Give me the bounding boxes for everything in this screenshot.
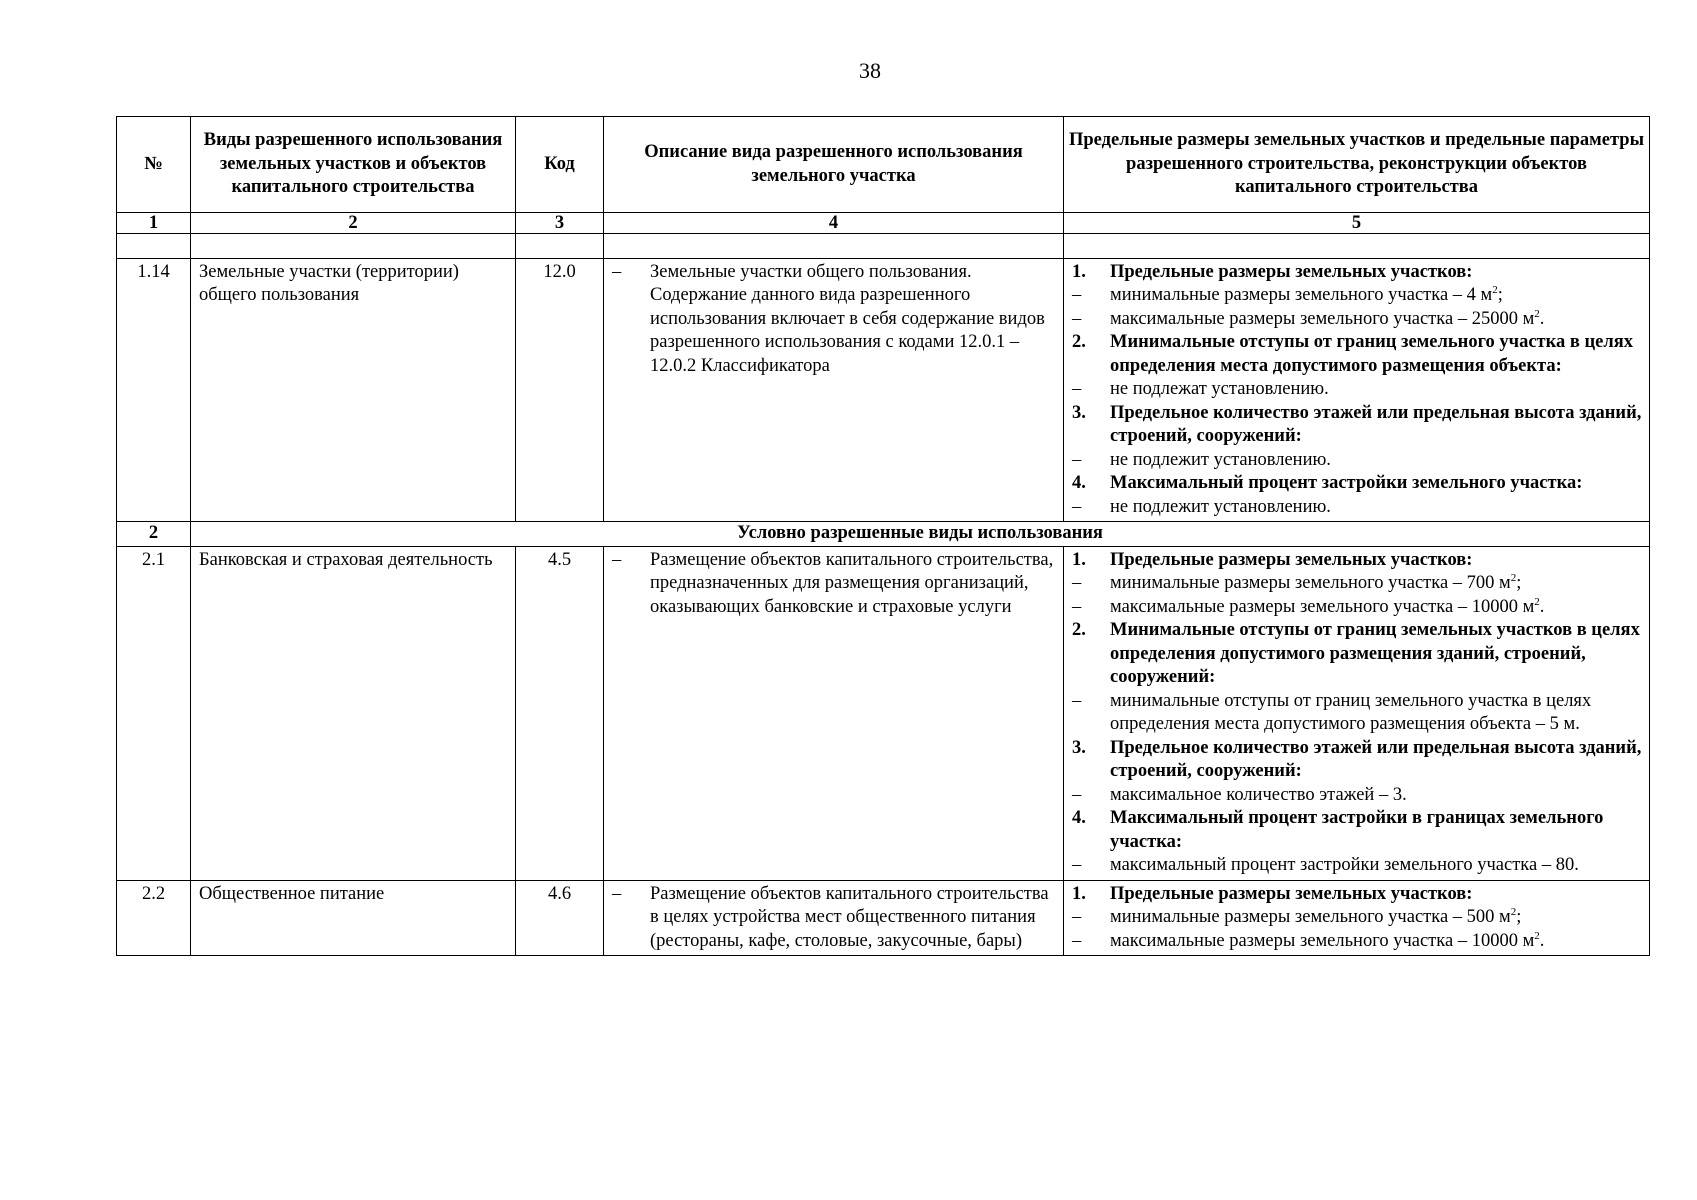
column-number: 2	[191, 213, 516, 234]
table-row	[117, 880, 1650, 955]
param-title: Минимальные отступы от границ земельного участка в целях определения места допустимого размещения объекта:	[1110, 332, 1633, 376]
dash-mark: –	[612, 883, 622, 904]
land-use-table	[116, 116, 1650, 956]
description-text: Размещение объектов капитального строительства в целях устройства мест общественного питания (рестораны, кафе, столовые, закусочные, бары)	[650, 883, 1049, 951]
table-row	[117, 546, 1650, 880]
dash-mark: –	[612, 262, 622, 282]
use-description	[604, 880, 1064, 955]
use-type-name: Общественное питание	[191, 880, 516, 955]
dash-mark: –	[1072, 784, 1082, 805]
row-number: 1.14	[117, 259, 191, 522]
dash-mark: –	[612, 549, 622, 570]
dash-mark: –	[1072, 573, 1082, 594]
dash-mark: –	[1072, 907, 1082, 928]
param-title: Предельное количество этажей или предельная высота зданий, строений, сооружений:	[1110, 402, 1642, 447]
section-number: 2	[117, 522, 191, 546]
param-value: минимальные размеры земельного участка – 700 $м^2$;	[1110, 572, 1522, 594]
param-number: 1.	[1072, 883, 1086, 904]
param-number: 4.	[1072, 808, 1086, 829]
param-value: максимальные размеры земельного участка – 10000 $м^2$.	[1110, 595, 1545, 617]
use-type-name: Банковская и страховая деятельность	[191, 546, 516, 880]
column-number: 5	[1064, 213, 1650, 234]
parameters	[1064, 546, 1650, 880]
use-type-name: Земельные участки (территории) общего пользования	[191, 259, 516, 522]
dash-mark: –	[1072, 379, 1082, 400]
dash-mark: –	[1072, 930, 1082, 951]
dash-mark: –	[1072, 596, 1082, 617]
column-number: 3	[516, 213, 604, 234]
param-value: не подлежат установлению.	[1110, 379, 1329, 400]
param-number: 2.	[1072, 620, 1086, 641]
section-title: Условно разрешенные виды использования	[191, 522, 1650, 546]
param-value: максимальное количество этажей – 3.	[1110, 784, 1407, 805]
param-value: минимальные размеры земельного участка – 500 $м^2$;	[1110, 905, 1522, 928]
section-row	[117, 522, 1650, 546]
use-description	[604, 259, 1064, 522]
param-value: максимальный процент застройки земельного участка – 80.	[1110, 855, 1579, 876]
param-title: Предельное количество этажей или предельная высота зданий, строений, сооружений:	[1110, 737, 1642, 782]
param-value: максимальные размеры земельного участка – 25000 $м^2$.	[1110, 307, 1545, 329]
header-code: Код	[516, 117, 604, 213]
param-number: 1.	[1072, 549, 1086, 570]
param-title: Предельные размеры земельных участков:	[1110, 549, 1473, 570]
description-text: Земельные участки общего пользования. Содержание данного вида разрешенного использования включает в себя содержание видов разрешенного использования с кодами 12.0.1 – 12.0.2 Классификатора	[650, 262, 1045, 376]
use-code: 4.6	[516, 880, 604, 955]
dash-mark: –	[1072, 308, 1082, 329]
column-number: 4	[604, 213, 1064, 234]
description-text: Размещение объектов капитального строительства, предназначенных для размещения организаций, оказывающих банковские и страховые услуги	[650, 549, 1054, 617]
column-number-row	[117, 213, 1650, 234]
param-number: 3.	[1072, 737, 1086, 758]
param-number: 1.	[1072, 262, 1086, 282]
page-number: 38	[859, 58, 881, 83]
param-title: Максимальный процент застройки в границах земельного участка:	[1110, 808, 1604, 852]
header-params: Предельные размеры земельных участков и предельные параметры разрешенного строительства, реконструкции объектов капитального строительства	[1064, 117, 1650, 213]
use-code: 4.5	[516, 546, 604, 880]
use-description	[604, 546, 1064, 880]
dash-mark: –	[1072, 855, 1082, 876]
header-num: №	[117, 117, 191, 213]
param-number: 3.	[1072, 402, 1086, 423]
header-row	[117, 117, 1650, 213]
param-value: не подлежит установлению.	[1110, 449, 1331, 470]
param-value: не подлежит установлению.	[1110, 496, 1331, 517]
param-value: максимальные размеры земельного участка – 10000 $м^2$.	[1110, 929, 1545, 951]
param-title: Предельные размеры земельных участков:	[1110, 883, 1473, 904]
param-title: Предельные размеры земельных участков:	[1110, 262, 1473, 282]
table-row	[117, 259, 1650, 522]
empty-row	[117, 234, 1650, 259]
parameters	[1064, 880, 1650, 955]
param-value: минимальные размеры земельного участка – 4 $м^2$;	[1110, 284, 1503, 306]
param-title: Максимальный процент застройки земельного участка:	[1110, 473, 1583, 494]
header-name: Виды разрешенного использования земельных участков и объектов капитального строительства	[191, 117, 516, 213]
param-number: 4.	[1072, 473, 1086, 494]
row-number: 2.1	[117, 546, 191, 880]
header-desc: Описание вида разрешенного использования земельного участка	[604, 117, 1064, 213]
row-number: 2.2	[117, 880, 191, 955]
param-title: Минимальные отступы от границ земельных участков в целях определения допустимого размещения зданий, строений, сооружений:	[1110, 620, 1640, 688]
dash-mark: –	[1072, 690, 1082, 711]
parameters	[1064, 259, 1650, 522]
use-code: 12.0	[516, 259, 604, 522]
dash-mark: –	[1072, 449, 1082, 470]
dash-mark: –	[1072, 496, 1082, 517]
dash-mark: –	[1072, 285, 1082, 306]
param-value: минимальные отступы от границ земельного участка в целях определения места допустимого размещения объекта – 5 м.	[1110, 690, 1592, 735]
column-number: 1	[117, 213, 191, 234]
param-number: 2.	[1072, 332, 1086, 353]
